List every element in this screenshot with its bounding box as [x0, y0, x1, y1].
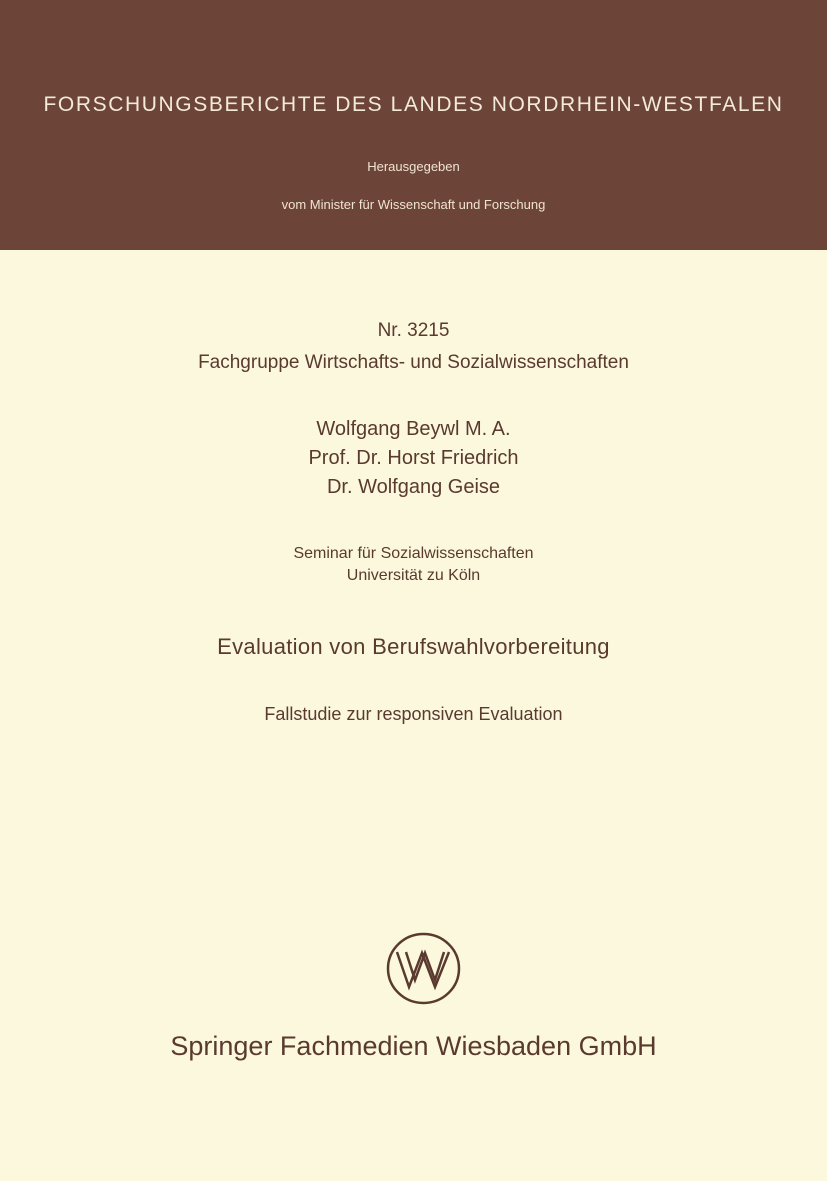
- institution-line-2: Universität zu Köln: [346, 567, 481, 584]
- series-title: FORSCHUNGSBERICHTE DES LANDES NORDRHEIN-WESTFALEN: [43, 93, 784, 116]
- report-number: Nr. 3215: [377, 320, 450, 341]
- editor-line-2: vom Minister für Wissenschaft und Forschung: [281, 197, 546, 212]
- header-band: [0, 0, 827, 250]
- publisher-name: Springer Fachmedien Wiesbaden GmbH: [170, 1031, 657, 1061]
- editor-line-1: Herausgegeben: [367, 159, 460, 174]
- author-2: Prof. Dr. Horst Friedrich: [308, 447, 519, 469]
- institution-line-1: Seminar für Sozialwissenschaften: [293, 545, 534, 562]
- springer-ww-logo-icon: [385, 931, 462, 1006]
- author-1: Wolfgang Beywl M. A.: [316, 418, 511, 440]
- book-title: Evaluation von Berufswahlvorbereitung: [217, 634, 610, 659]
- book-subtitle: Fallstudie zur responsiven Evaluation: [264, 704, 563, 724]
- report-group: Fachgruppe Wirtschafts- und Sozialwissenschaften: [198, 352, 629, 373]
- author-3: Dr. Wolfgang Geise: [326, 476, 501, 498]
